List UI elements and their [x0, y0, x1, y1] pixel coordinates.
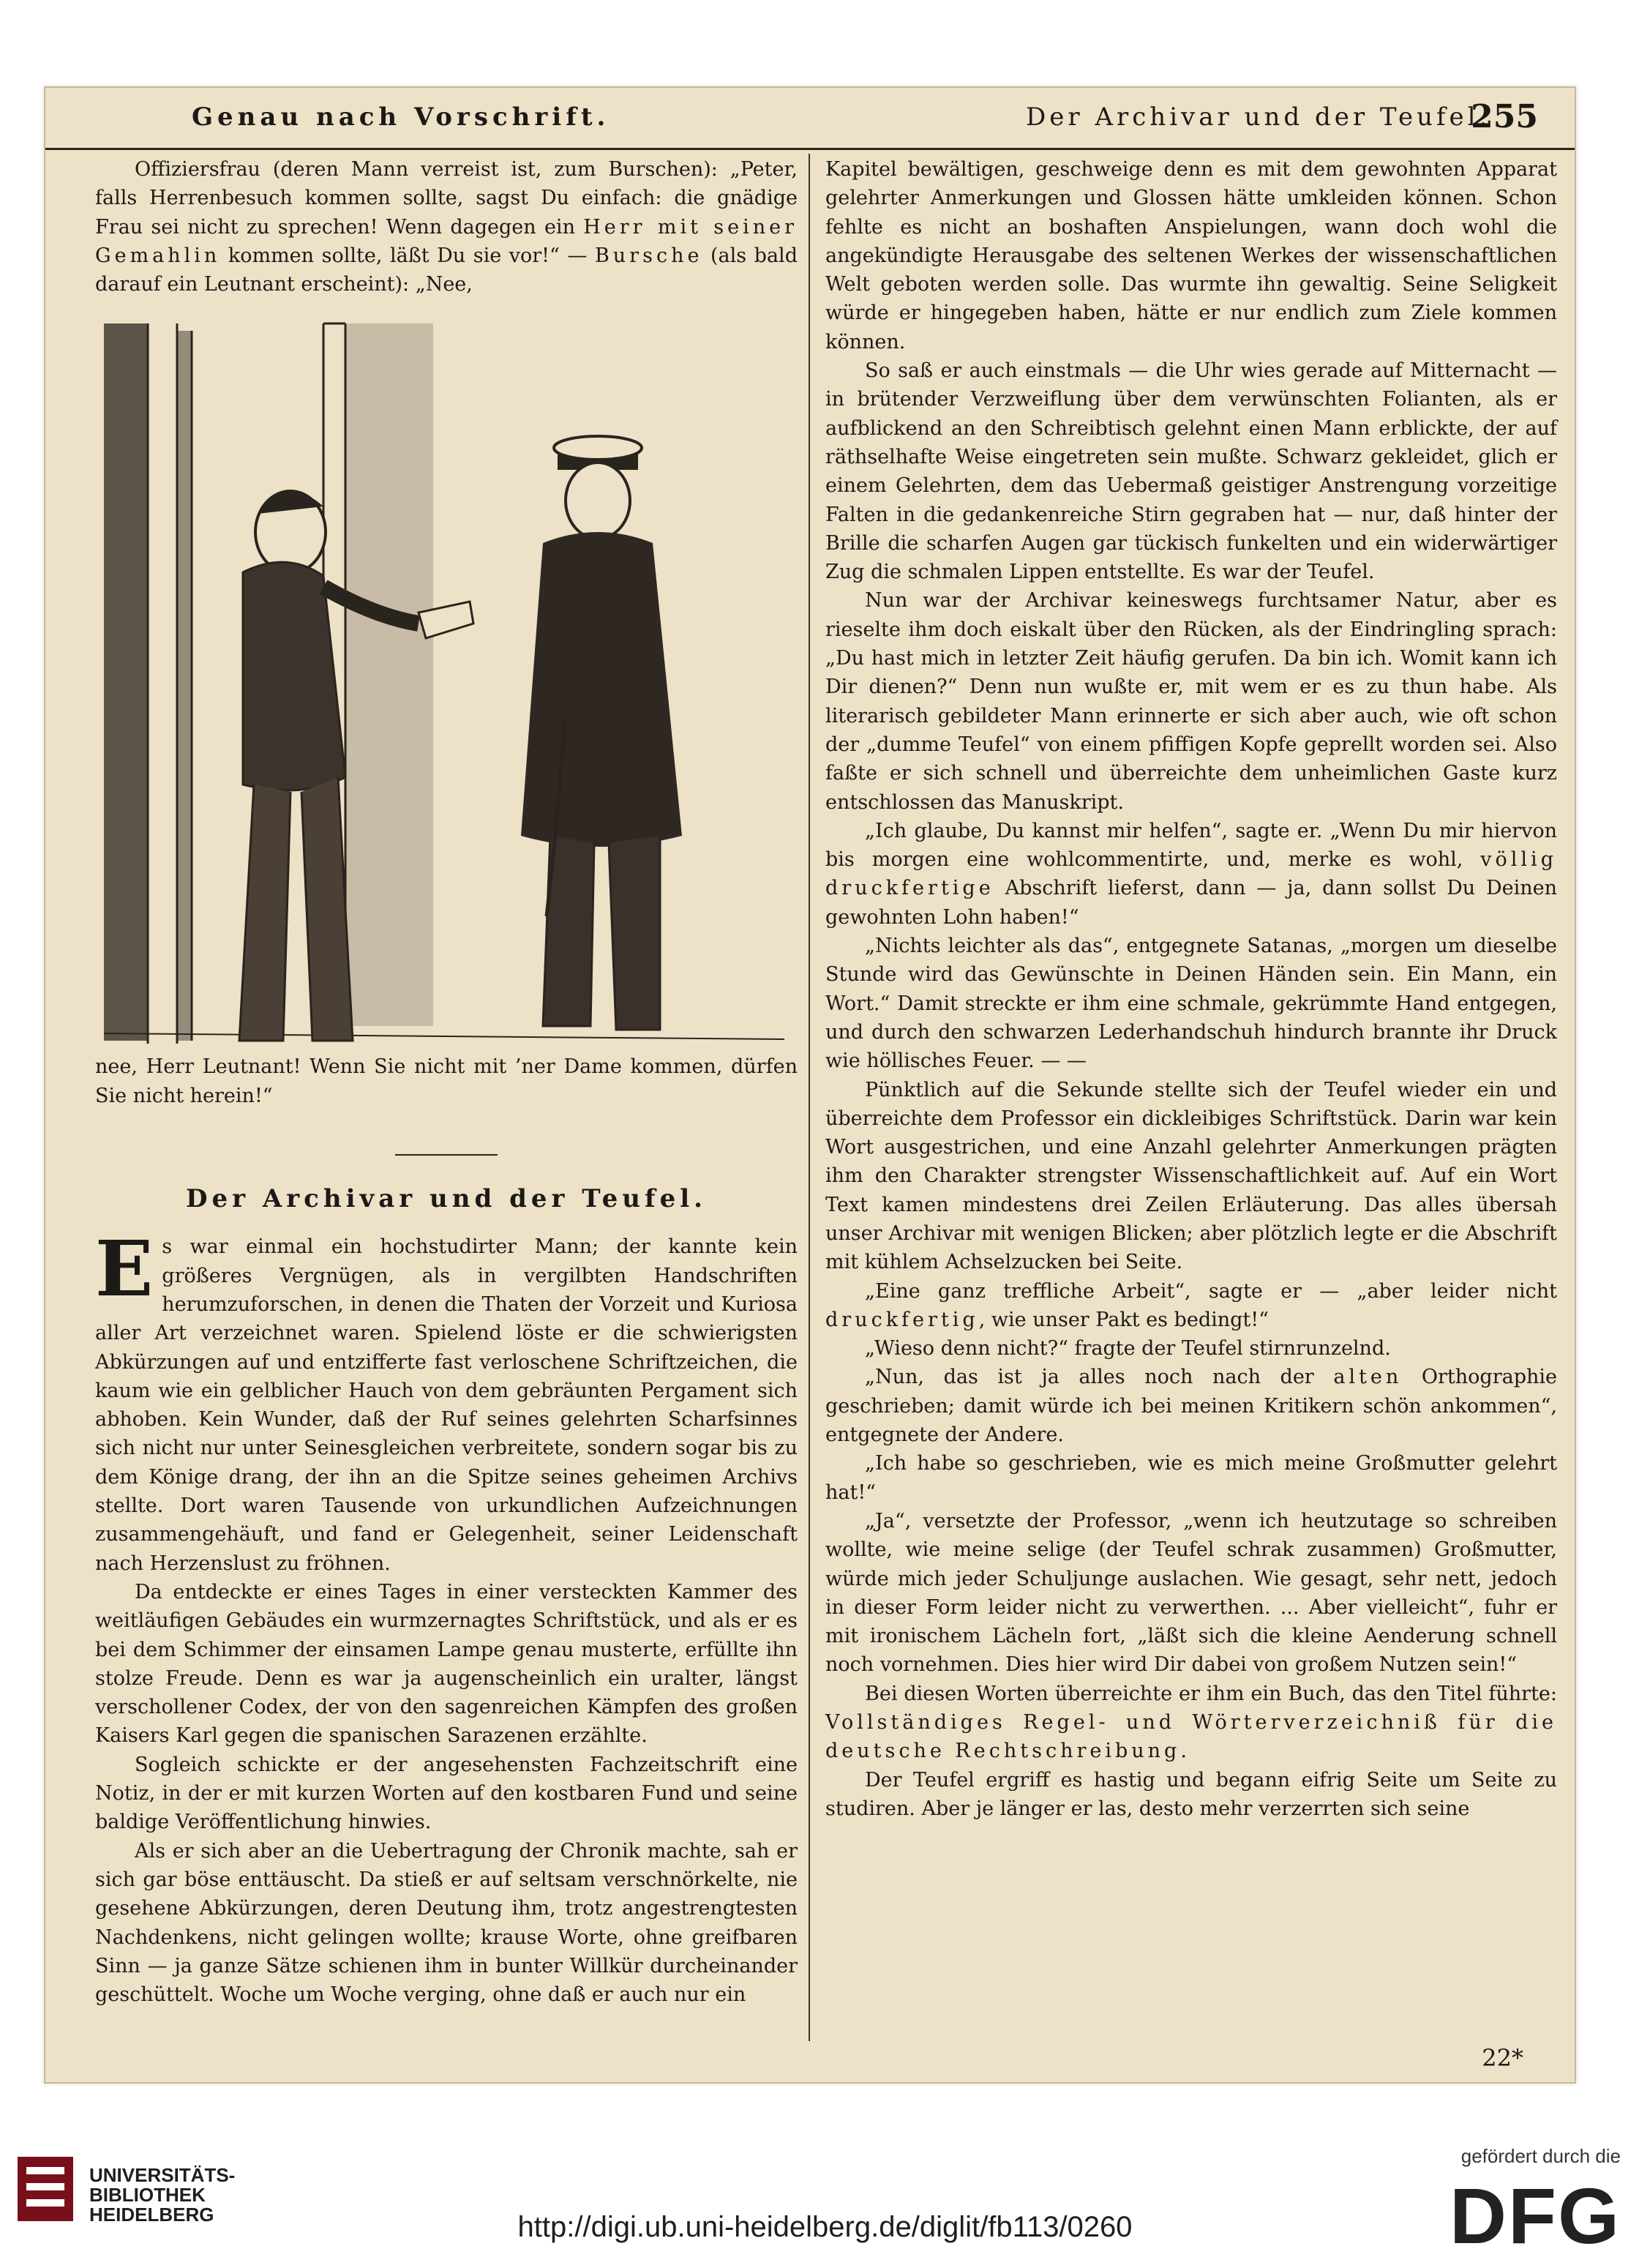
header-rule: [45, 148, 1575, 150]
story-paragraph-5: Kapitel bewältigen, geschweige denn es mit dem gewohnten Apparat gelehrter Anmerkungen und Glossen hätte umkleiden können. Schon fehlte es nicht an boshaften Anspielungen, wann doch wohl die angekündigte Herausgabe des seltenen Werkes der wissenschaftlichen Welt geboten werden solle. Das wurmte ihn gewaltig. Seine Seligkeit würde er hingegeben haben, hätte er nur endlich zum Ziele kommen können.: [825, 158, 1557, 353]
story-title: Der Archivar und der Teufel.: [186, 1184, 707, 1214]
story-paragraph-6: So saß er auch einstmals — die Uhr wies gerade auf Mitternacht — in brütender Verzweiflung über dem verwünschten Folianten, als er aufblickend an den Schreibtisch gelehnt einen Mann erblickte, der auf räthselhafte Weise eingetreten sein mußte. Schwarz gekleidet, glich er einem Gelehrten, dem das Uebermaß geistiger Anstrengung vorzeitige Falten in die gedankenreiche Stirn gegraben hat — nur, daß hinter der Brille die scharfen Augen gar tückisch funkelten und ein widerwärtiger Zug die schmalen Lippen entstellte. Es war der Teufel.: [825, 359, 1557, 584]
story-paragraph-16: Bei diesen Worten überreichte er ihm ein Buch, das den Titel führte: Vollständiges Regel- und Wörterverzeichniß für die deutsche Rechtschreibung.: [825, 1682, 1557, 1763]
story-paragraph-10: Pünktlich auf die Sekunde stellte sich der Teufel wieder ein und überreichte dem Professor ein dickleibiges Schriftstück. Darin war kein Wort ausgestrichen, und eine Anzahl gelehrter Anmerkungen prägten ihm den Charakter strengster Wissenschaftlichkeit auf. Auf ein Wort Text kamen mindestens drei Zeilen Erläuterung. Das alles übersah unser Archivar mit wenigen Blicken; aber plötzlich legte er die Abschrift mit kühlem Achselzucken bei Seite.: [825, 1078, 1557, 1274]
story-paragraph-8: „Ich glaube, Du kannst mir helfen“, sagte er. „Wenn Du mir hiervon bis morgen eine wohlcommentirte, und, merke es wohl, völlig druckfertige Abschrift lieferst, dann — ja, dann sollst Du Deinen gewohnten Lohn haben!“: [825, 819, 1557, 929]
story-paragraph-17: Der Teufel ergriff es hastig und begann eifrig Seite um Seite zu studiren. Aber je länger er las, desto mehr verzerrten sich seine: [825, 1768, 1557, 1820]
story-paragraph-9: „Nichts leichter als das“, entgegnete Satanas, „morgen um dieselbe Stunde wird das Gewünschte in Deinen Händen sein. Ein Mann, ein Wort.“ Damit streckte er ihm eine schmale, gekrümmte Hand entgegen, und durch den schwarzen Lederhandschuh hindurch brannte ihr Druck wie höllisches Feuer. — —: [825, 935, 1557, 1073]
illustration-bursche-and-lieutenant: [104, 309, 784, 1044]
story-paragraph-3: Sogleich schickte er der angesehensten Fachzeitschrift eine Notiz, in der er mit kurzen Worten auf den kostbaren Fund und seine baldige Veröffentlichung hinwies.: [95, 1753, 798, 1834]
anecdote-ending: nee, Herr Leutnant! Wenn Sie nicht mit ’ner Dame kommen, dürfen Sie nicht herein!“: [95, 1055, 798, 1107]
story-paragraph-12: „Wieso denn nicht?“ fragte der Teufel stirnrunzelnd.: [865, 1337, 1391, 1361]
scanned-page: [44, 86, 1576, 2084]
section-separator: [395, 1154, 498, 1156]
story-paragraph-1: Es war einmal ein hochstudirter Mann; der kannte kein größeres Vergnügen, als in vergilbten Handschriften herumzuforschen, in denen die Thaten der Vorzeit und Kuriosa aller Art verzeichnet waren. Spielend löste er die schwierigsten Abkürzungen auf und entzifferte fast verloschene Schriftzeichen, die kaum wie ein gelblicher Hauch von dem gebräunten Pergament sich abhoben. Kein Wunder, daß der Ruf seines gelehrten Scharfsinnes sich nicht nur unter Seinesgleichen verbreitete, sondern sogar bis zu dem Könige drang, der ihn an die Spitze seines geheimen Archivs stellte. Dort waren Tausende von urkundlichen Aufzeichnungen zusammengehäuft, und fand er Gelegenheit, seiner Leidenschaft nach Herzenslust zu fröhnen.: [95, 1224, 798, 1575]
page-number: 255: [1471, 98, 1538, 135]
anecdote-intro: Offiziersfrau (deren Mann verreist ist, zum Burschen): „Peter, falls Herrenbesuch kommen sollte, sagst Du einfach: die gnädige Frau sei nicht zu sprechen! Wenn dagegen ein Herr mit seiner Gemahlin kommen sollte, läßt Du sie vor!“ — Bursche (als bald darauf ein Leutnant erscheint): „Nee,: [95, 158, 798, 296]
story-paragraph-7: Nun war der Archivar keineswegs furchtsamer Natur, aber es rieselte ihm doch eiskalt über den Rücken, als der Eindringling sprach: „Du hast mich in letzter Zeit häufig gerufen. Da bin ich. Womit kann ich Dir dienen?“ Denn nun wußte er, mit wem er es zu thun habe. Als literarisch gebildeter Mann erinnerte er sich aber auch, wie oft schon der „dumme Teufel“ von einem pfiffigen Kopfe geprellt worden sei. Also faßte er sich schnell und überreichte dem unheimlichen Gaste kurz entschlossen das Manuskript.: [825, 589, 1557, 814]
story-paragraph-14: „Ich habe so geschrieben, wie es mich meine Großmutter gelehrt hat!“: [825, 1452, 1557, 1504]
running-title-left: Genau nach Vorschrift.: [192, 102, 610, 132]
column-divider: [809, 154, 810, 2041]
dfg-logo: DFG: [1450, 2171, 1621, 2260]
story-paragraph-11: „Eine ganz treffliche Arbeit“, sagte er — „aber leider nicht druckfertig, wie unser Pakt es bedingt!“: [825, 1279, 1557, 1331]
left-column: [95, 155, 798, 2009]
story-paragraph-4: Als er sich aber an die Uebertragung der Chronik machte, sah er sich gar böse enttäuscht. Da stieß er auf seltsam verschnörkelte, nie gesehene Abkürzungen, deren Deutung ihm, trotz angestrengtesten Nachdenkens, nicht gelingen wollte; krause Worte, ohne greifbaren Sinn — ja ganze Sätze schienen ihm in bunter Willkür durcheinander geschüttelt. Woche um Woche verging, ohne daß er auch nur ein: [95, 1839, 798, 2007]
story-paragraph-2: Da entdeckte er eines Tages in einer versteckten Kammer des weitläufigen Gebäudes ein wurmzernagtes Schriftstück, und als er es bei dem Schimmer der einsamen Lampe genau musterte, erfüllte ihn stolze Freude. Denn es war ja augenscheinlich ein uralter, längst verschollener Codex, der von den sagenreichen Kämpfen des großen Kaisers Karl gegen die spanischen Sarazenen erzählte.: [95, 1580, 798, 1748]
signature-mark: 22*: [1482, 2044, 1523, 2072]
library-name: UNIVERSITÄTS- BIBLIOTHEK HEIDELBERG: [89, 2164, 236, 2226]
running-title-right: Der Archivar und der Teufel.: [1026, 102, 1491, 132]
story-paragraph-15: „Ja“, versetzte der Professor, „wenn ich heutzutage so schreiben wollte, wie meine selige (der Teufel schrak zusammen) Großmutter, würde mich jeder Schuljunge auslachen. Wie gesagt, sehr nett, jedoch in dieser Form leider nicht zu verwerthen. ... Aber vielleicht“, fuhr er mit ironischem Lächeln fort, „läßt sich die kleine Aenderung schnell noch vornehmen. Dies hier wird Dir dabei von großem Nutzen sein!“: [825, 1509, 1557, 1677]
funding-note: gefördert durch die: [1460, 2145, 1621, 2167]
source-url-link[interactable]: http://digi.ub.uni-heidelberg.de/diglit/fb113/0260: [517, 2211, 1133, 2243]
digitization-footer: [0, 2133, 1650, 2268]
drop-cap: E: [95, 1224, 154, 1314]
right-column: [825, 155, 1557, 1823]
story-paragraph-13: „Nun, das ist ja alles noch nach der alten Orthographie geschrieben; damit würde ich bei meinen Kritikern schön ankommen“, entgegnete der Andere.: [825, 1366, 1557, 1447]
